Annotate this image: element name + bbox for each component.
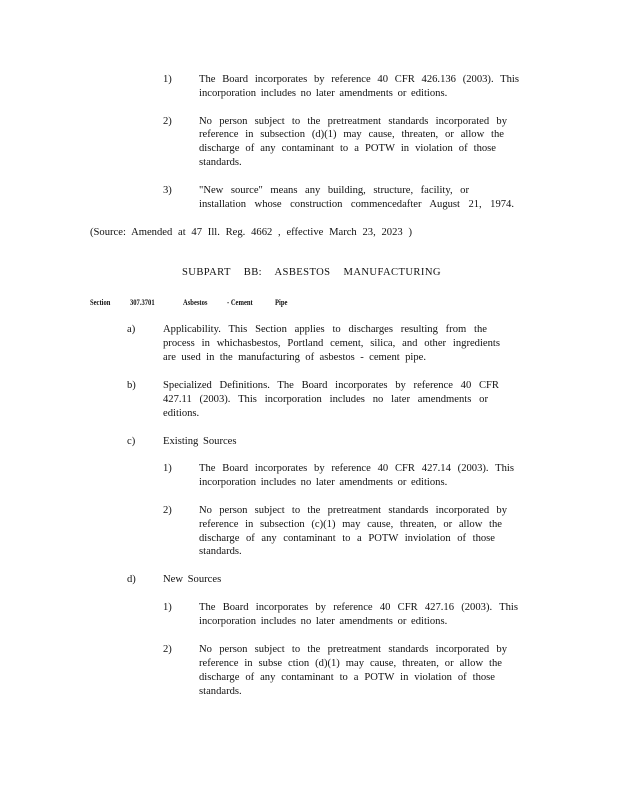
text-line: The Board incorporates by reference 40 CFR 427.16 (2003). This (199, 602, 518, 613)
item-marker: 1) (163, 463, 172, 474)
text-line: discharge of any contaminant to a POTW inviolation of those (199, 533, 495, 544)
item-marker: 1) (163, 602, 172, 613)
text-line: The Board incorporates by reference 40 CFR 426.136 (2003). This (199, 74, 519, 85)
item-marker: d) (127, 574, 136, 585)
item-marker: b) (127, 380, 136, 391)
item-marker: 1) (163, 74, 172, 85)
section-label: Section (90, 298, 111, 307)
item-marker: a) (127, 324, 136, 335)
item-marker: c) (127, 436, 136, 447)
item-marker: 2) (163, 644, 172, 655)
text-line: reference in subsection (d)(1) may cause, threaten, or allow the (199, 129, 504, 140)
text-line: Specialized Definitions. The Board incorporates by reference 40 CFR (163, 380, 499, 391)
item-marker: 2) (163, 505, 172, 516)
section-title-word: Asbestos (183, 298, 208, 307)
text-line: reference in subse ction (d)(1) may cause, threaten, or allow the (199, 658, 502, 669)
text-line: Applicability. This Section applies to discharges resulting from the (163, 324, 487, 335)
text-line: No person subject to the pretreatment standards incorporated by (199, 116, 507, 127)
section-title-word: - Cement (227, 298, 253, 307)
source-note: (Source: Amended at 47 Ill. Reg. 4662 , effective March 23, 2023 ) (90, 227, 412, 238)
text-line: The Board incorporates by reference 40 CFR 427.14 (2003). This (199, 463, 514, 474)
text-line: 427.11 (2003). This incorporation includes no later amendments or (163, 394, 488, 405)
text-line: installation whose construction commencedafter August 21, 1974. (199, 199, 514, 210)
section-title-word: Pipe (275, 298, 288, 307)
text-line: discharge of any contaminant to a POTW in violation of those (199, 143, 496, 154)
text-line: standards. (199, 546, 242, 557)
subpart-heading: SUBPART BB: ASBESTOS MANUFACTURING (182, 267, 441, 278)
text-line: standards. (199, 157, 242, 168)
item-marker: 3) (163, 185, 172, 196)
text-line: No person subject to the pretreatment standards incorporated by (199, 644, 507, 655)
text-line: standards. (199, 686, 242, 697)
text-line: incorporation includes no later amendments or editions. (199, 88, 448, 99)
text-line: editions. (163, 408, 200, 419)
text-line: incorporation includes no later amendments or editions. (199, 616, 448, 627)
text-line: "New source" means any building, structure, facility, or (199, 185, 469, 196)
text-line: discharge of any contaminant to a POTW in violation of those (199, 672, 495, 683)
subsection-heading: Existing Sources (163, 436, 237, 447)
item-marker: 2) (163, 116, 172, 127)
text-line: reference in subsection (c)(1) may cause, threaten, or allow the (199, 519, 502, 530)
text-line: process in whichasbestos, Portland cement, silica, and other ingredients (163, 338, 500, 349)
subsection-heading: New Sources (163, 574, 222, 585)
section-number: 307.3701 (130, 298, 155, 307)
text-line: are used in the manufacturing of asbestos - cement pipe. (163, 352, 426, 363)
text-line: No person subject to the pretreatment standards incorporated by (199, 505, 507, 516)
text-line: incorporation includes no later amendments or editions. (199, 477, 448, 488)
